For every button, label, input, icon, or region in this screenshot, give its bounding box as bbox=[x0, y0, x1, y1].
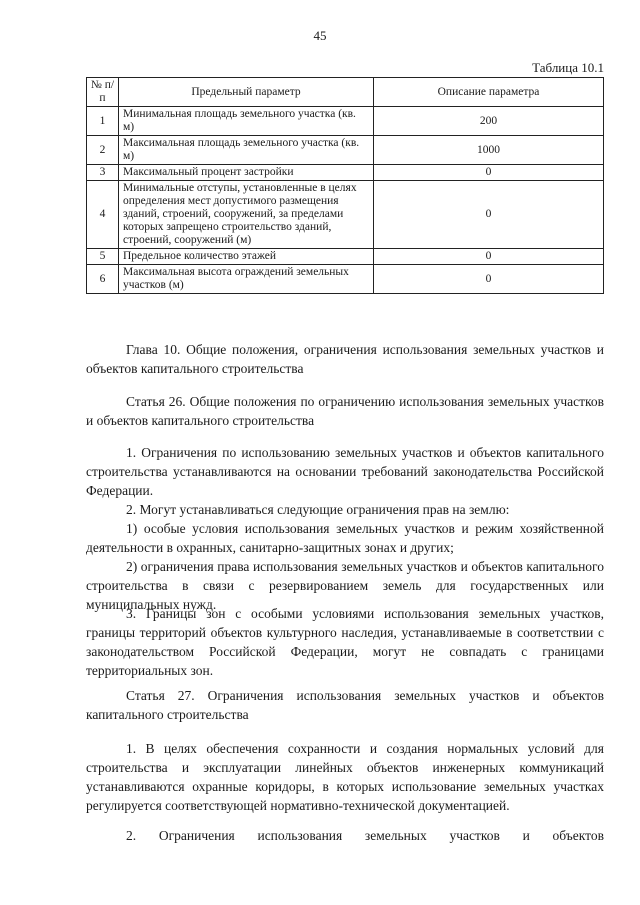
chapter-heading: Глава 10. Общие положения, ограничения использования земельных участков и объектов капитального строительства bbox=[86, 342, 604, 376]
article-26-item-2: 2) ограничения права использования земельных участков и объектов капитального строительства в связи с резервированием земель для государственных или муниципальных нужд. bbox=[86, 559, 604, 612]
article-26-item-1: 1) особые условия использования земельных участков и режим хозяйственной деятельности в охранных, санитарно-защитных зонах и других; bbox=[86, 521, 604, 555]
row-value: 0 bbox=[374, 265, 604, 294]
table-row bbox=[87, 136, 604, 165]
table-header-row bbox=[87, 78, 604, 107]
article-26-paragraph-2: 2. Могут устанавливаться следующие ограничения прав на землю: bbox=[126, 502, 510, 517]
row-value: 1000 bbox=[374, 136, 604, 165]
table-row bbox=[87, 265, 604, 294]
row-parameter: Минимальные отступы, установленные в целях определения мест допустимого размещения зданий, строений, сооружений, за пределами которых запрещено строительство зданий, строений, сооружений (м) bbox=[119, 181, 374, 249]
page-number: 45 bbox=[313, 28, 327, 43]
header-number: № п/п bbox=[87, 78, 119, 107]
row-number: 1 bbox=[87, 107, 119, 136]
row-number: 6 bbox=[87, 265, 119, 294]
table-row bbox=[87, 249, 604, 265]
row-number: 5 bbox=[87, 249, 119, 265]
table-row bbox=[87, 165, 604, 181]
row-number: 3 bbox=[87, 165, 119, 181]
article-27-paragraph-2: 2. Ограничения использования земельных участков и объектов bbox=[126, 828, 604, 843]
row-value: 0 bbox=[374, 181, 604, 249]
row-parameter: Предельное количество этажей bbox=[119, 249, 374, 265]
row-value: 0 bbox=[374, 249, 604, 265]
header-description: Описание параметра bbox=[374, 78, 604, 107]
header-parameter: Предельный параметр bbox=[119, 78, 374, 107]
article-26-paragraph-1: 1. Ограничения по использованию земельных участков и объектов капитального строительства устанавливаются на основании требований законодательства Российской Федерации. bbox=[86, 445, 604, 498]
article-26-paragraph-3: 3. Границы зон с особыми условиями использования земельных участков, границы территорий объектов культурного наследия, устанавливаемые в соответствии с законодательством Российской Федерации, могут не совпадать с границами территориальных зон. bbox=[86, 606, 604, 678]
row-number: 2 bbox=[87, 136, 119, 165]
row-parameter: Минимальная площадь земельного участка (кв. м) bbox=[119, 107, 374, 136]
row-parameter: Максимальная высота ограждений земельных участков (м) bbox=[119, 265, 374, 294]
table-row bbox=[87, 181, 604, 249]
parameters-table bbox=[86, 77, 604, 294]
row-parameter: Максимальный процент застройки bbox=[119, 165, 374, 181]
table-row bbox=[87, 107, 604, 136]
row-value: 0 bbox=[374, 165, 604, 181]
article-27-paragraph-1: 1. В целях обеспечения сохранности и создания нормальных условий для строительства и эксплуатации линейных объектов инженерных коммуникаций устанавливаются охранные коридоры, в которых использование земельных участках регулируется соответствующей нормативно-технической документацией. bbox=[86, 741, 604, 813]
row-number: 4 bbox=[87, 181, 119, 249]
article-27-heading: Статья 27. Ограничения использования земельных участков и объектов капитального строительства bbox=[86, 688, 604, 722]
row-parameter: Максимальная площадь земельного участка (кв. м) bbox=[119, 136, 374, 165]
article-26-heading: Статья 26. Общие положения по ограничению использования земельных участков и объектов капитального строительства bbox=[86, 394, 604, 428]
row-value: 200 bbox=[374, 107, 604, 136]
table-caption: Таблица 10.1 bbox=[532, 60, 604, 75]
